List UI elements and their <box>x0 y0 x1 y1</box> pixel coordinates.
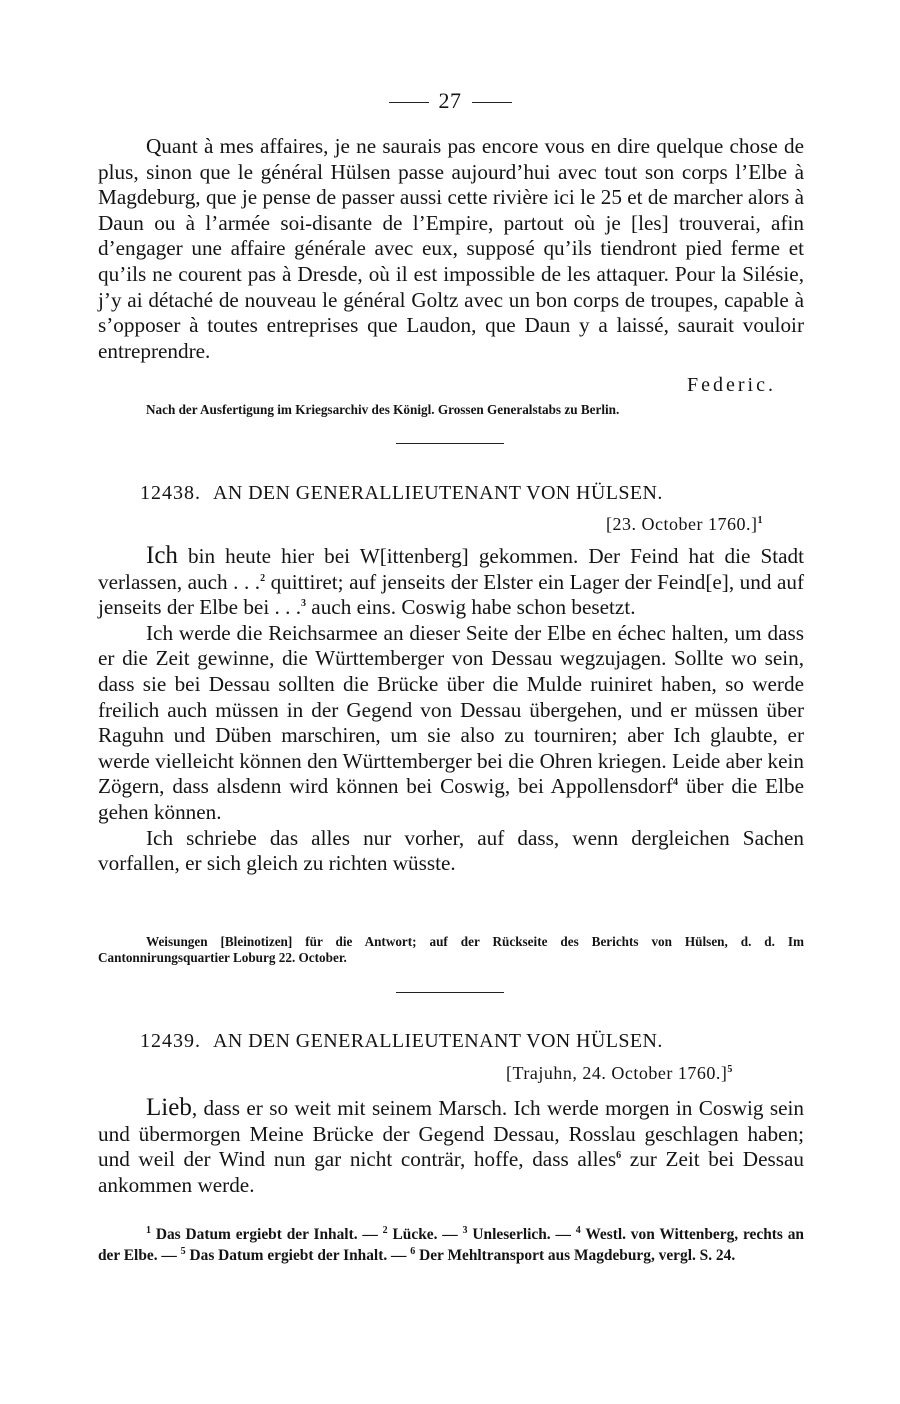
previous-letter-source <box>98 402 804 418</box>
footnote-mark: 2 <box>382 1224 388 1236</box>
letter-heading-12439 <box>140 1030 663 1053</box>
previous-letter-paragraph: Quant à mes affaires, je ne saurais pas encore vous en dire quelque chose de plus, sinon que le général Hülsen passe aujourd’hui avec tout son corps l’Elbe à Magdeburg, que je pense de passer aussi cette rivière ici le 25 et de marcher alors à Daun ou à l’armée soi-disante de l’Empire, partout où je [les] trouverai, afin d’engager une affaire générale avec eux, supposé qu’ils tiendront pied ferme et qu’ils ne courent pas à Dresde, où il est impossible de les attaquer. Pour la Silésie, j’y ai détaché de nouveau le général Goltz avec un bon corps de troupes, capable à s’opposer à toutes entreprises que Laudon, que Daun y a laissé, saurait vouloir entreprendre. <box>98 134 804 363</box>
text-run: Ich werde die Reichsarmee an dieser Seite der Elbe en échec halten, um dass er die Zeit gewinne, die Württemberger von Dessau wegzujagen. Sollte wo sein, dass sie bei Dessau sollten die Brücke über die Mulde ruiniret haben, so werde freilich auch müssen in der Gegend von Dessau übergehen, und er müssen über Raguhn und Düben marschiren, um sie also zu tourniren; aber Ich glaubte, er werde vielleicht können den Württemberger bei die Ohren kriegen. Leide aber kein Zögern, dass alsdenn wird können bei Coswig, bei Appollensdorf <box>98 620 804 799</box>
letter-title: AN DEN GENERALLIEUTENANT VON HÜLSEN. <box>213 1030 663 1052</box>
letter-number: 12439. <box>140 1030 201 1052</box>
letter-source-12438 <box>98 934 804 966</box>
letter-number: 12438. <box>140 482 201 504</box>
footnote-ref: 1 <box>757 515 763 526</box>
letter-title: AN DEN GENERALLIEUTENANT VON HÜLSEN. <box>213 482 663 504</box>
footnote-mark: 4 <box>575 1224 581 1236</box>
paragraph <box>98 543 804 621</box>
footnote-text: Lücke. — <box>387 1226 463 1243</box>
text-run: quittiret; auf jenseits der Elster ein Lager der Feind[e], und auf jenseits der Elbe bei . . . <box>98 569 805 620</box>
source-note: Weisungen [Bleinotizen] für die Antwort; auf der Rückseite des Berichts von Hülsen, d. d. Im Cantonnirungsquartier Loburg 22. October. <box>98 934 804 965</box>
source-note: Nach der Ausfertigung im Kriegsarchiv des Königl. Grossen Generalstabs zu Berlin. <box>146 402 620 417</box>
footnote-mark: 5 <box>180 1245 186 1257</box>
footnote-text: Das Datum ergiebt der Inhalt. — <box>151 1226 383 1243</box>
footnote-text: Der Mehltransport aus Magdeburg, vergl. S. 24. <box>415 1247 736 1264</box>
footnote-mark: 6 <box>410 1245 416 1257</box>
date-text: [Trajuhn, 24. October 1760.] <box>506 1063 728 1083</box>
page-number: 27 <box>438 88 462 113</box>
footnote-text: Unleserlich. — <box>467 1226 576 1243</box>
letter-date-12438 <box>606 514 763 535</box>
letter-body-12439 <box>98 1095 804 1198</box>
text-run: , dass er so weit mit seinem Marsch. Ich werde morgen in Coswig sein und übermorgen Meine Brücke der Gegend Dessau, Rosslau geschlagen haben; und weil der Wind nun gar nicht conträr, hoffe, dass alles <box>98 1096 804 1172</box>
footnotes <box>98 1224 804 1266</box>
text-run: über die Elbe gehen können. <box>98 774 805 824</box>
head-dash-left <box>389 102 429 103</box>
signature: Federic. <box>687 374 776 396</box>
footnote-ref: 2 <box>260 572 266 584</box>
letter-heading-12438 <box>140 482 663 505</box>
text-run: zur Zeit bei Dessau ankommen werde. <box>98 1147 804 1197</box>
footnote-ref: 3 <box>301 598 306 610</box>
section-divider <box>396 443 504 444</box>
paragraph <box>98 621 804 826</box>
previous-letter-text <box>98 134 804 364</box>
letter-body-12438 <box>98 543 804 877</box>
text-run: auch eins. Coswig habe schon besetzt. <box>306 595 636 620</box>
footnote-mark: 1 <box>146 1224 151 1236</box>
head-dash-right <box>472 102 512 103</box>
initial-word: Ich <box>146 542 178 569</box>
paragraph <box>98 1095 804 1198</box>
letter-date-12439 <box>506 1063 733 1084</box>
paragraph: Ich schriebe das alles nur vorher, auf dass, wenn dergleichen Sachen vorfallen, er sich gleich zu richten wüsste. <box>98 825 804 876</box>
footnote-mark: 3 <box>462 1224 468 1236</box>
date-text: [23. October 1760.] <box>606 514 758 534</box>
text-run: bin heute hier bei W[ittenberg] gekommen. Der Feind hat die Stadt verlassen, auch . . . <box>98 544 804 594</box>
footnote-paragraph <box>98 1224 804 1266</box>
footnote-text: Das Datum ergiebt der Inhalt. — <box>185 1247 411 1264</box>
footnote-ref: 6 <box>616 1150 622 1162</box>
footnote-ref: 4 <box>673 777 678 789</box>
footnote-ref: 5 <box>727 1064 733 1075</box>
footnote-text: Westl. von Wittenberg, rechts an der Elbe. — <box>98 1226 804 1264</box>
section-divider <box>396 992 504 993</box>
initial-word: Lieb <box>146 1094 192 1121</box>
running-head <box>0 88 900 114</box>
